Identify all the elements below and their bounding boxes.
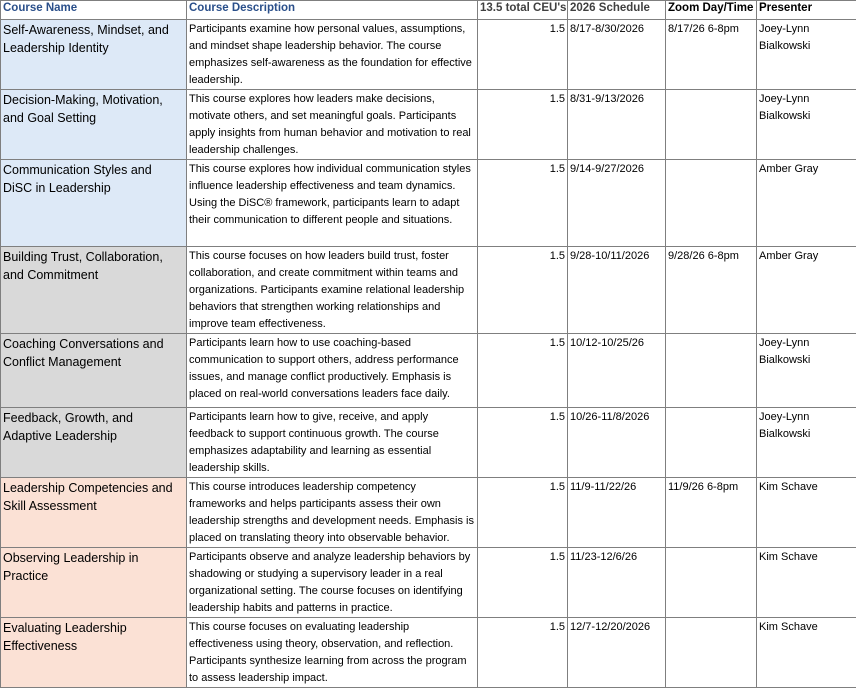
ceu-cell: 1.5 xyxy=(478,408,568,478)
table-row xyxy=(1,548,856,618)
ceu-cell: 1.5 xyxy=(478,618,568,688)
course-description-cell: This course focuses on how leaders build trust, foster collaboration, and create commitment within teams and organizations. Participants examine relational leadership behaviors that strengthen working relationships and improve team effectiveness. xyxy=(187,247,478,334)
course-description-cell: Participants examine how personal values, assumptions, and mindset shape leadership behavior. The course emphasizes self-awareness as the foundation for effective leadership. xyxy=(187,20,478,90)
course-name-cell: Observing Leadership in Practice xyxy=(1,548,187,618)
table-row xyxy=(1,90,856,160)
ceu-cell: 1.5 xyxy=(478,548,568,618)
table-row xyxy=(1,478,856,548)
zoom-cell xyxy=(666,334,757,408)
ceu-cell: 1.5 xyxy=(478,247,568,334)
table-row xyxy=(1,20,856,90)
course-description-cell: This course focuses on evaluating leadership effectiveness using theory, observation, and reflection. Participants synthesize learning from across the program to assess leadership impact. xyxy=(187,618,478,688)
course-description-cell: Participants learn how to use coaching-based communication to support others, address performance issues, and manage conflict productively. Emphasis is placed on real-world conversations leaders face daily. xyxy=(187,334,478,408)
zoom-cell xyxy=(666,160,757,247)
course-description-cell: This course introduces leadership competency frameworks and helps participants assess their own leadership strengths and development needs. Emphasis is placed on translating theory into observable behavior. xyxy=(187,478,478,548)
table-row xyxy=(1,618,856,688)
ceu-cell: 1.5 xyxy=(478,160,568,247)
schedule-cell: 8/17-8/30/2026 xyxy=(568,20,666,90)
course-description-cell: This course explores how leaders make decisions, motivate others, and set meaningful goals. Participants apply insights from human behavior and motivation to real leadership challenges. xyxy=(187,90,478,160)
presenter-cell: Amber Gray xyxy=(757,160,856,247)
zoom-cell xyxy=(666,90,757,160)
ceu-cell: 1.5 xyxy=(478,90,568,160)
course-name-cell: Building Trust, Collaboration, and Commitment xyxy=(1,247,187,334)
schedule-cell: 11/9-11/22/26 xyxy=(568,478,666,548)
header-presenter: Presenter xyxy=(757,1,856,20)
zoom-cell xyxy=(666,618,757,688)
ceu-cell: 1.5 xyxy=(478,334,568,408)
presenter-cell: Kim Schave xyxy=(757,478,856,548)
presenter-cell: Joey-Lynn Bialkowski xyxy=(757,90,856,160)
course-description-cell: Participants learn how to give, receive, and apply feedback to support continuous growth. The course emphasizes adaptability and learning as essential leadership skills. xyxy=(187,408,478,478)
course-name-cell: Self-Awareness, Mindset, and Leadership Identity xyxy=(1,20,187,90)
presenter-cell: Joey-Lynn Bialkowski xyxy=(757,334,856,408)
zoom-cell: 11/9/26 6-8pm xyxy=(666,478,757,548)
table-row xyxy=(1,160,856,247)
course-name-cell: Feedback, Growth, and Adaptive Leadership xyxy=(1,408,187,478)
course-name-cell: Coaching Conversations and Conflict Management xyxy=(1,334,187,408)
zoom-cell: 9/28/26 6-8pm xyxy=(666,247,757,334)
course-name-cell: Evaluating Leadership Effectiveness xyxy=(1,618,187,688)
schedule-cell: 9/28-10/11/2026 xyxy=(568,247,666,334)
course-name-cell: Decision-Making, Motivation, and Goal Setting xyxy=(1,90,187,160)
course-name-cell: Leadership Competencies and Skill Assessment xyxy=(1,478,187,548)
schedule-cell: 9/14-9/27/2026 xyxy=(568,160,666,247)
ceu-cell: 1.5 xyxy=(478,20,568,90)
table-row xyxy=(1,408,856,478)
zoom-cell: 8/17/26 6-8pm xyxy=(666,20,757,90)
presenter-cell: Kim Schave xyxy=(757,548,856,618)
schedule-cell: 10/26-11/8/2026 xyxy=(568,408,666,478)
header-ceu: 13.5 total CEU's xyxy=(478,1,568,20)
header-row xyxy=(1,1,856,20)
zoom-cell xyxy=(666,408,757,478)
header-course-description: Course Description xyxy=(187,1,478,20)
presenter-cell: Amber Gray xyxy=(757,247,856,334)
course-description-cell: Participants observe and analyze leadership behaviors by shadowing or studying a supervisory leader in a real organizational setting. The course focuses on identifying leadership habits and patterns in practice. xyxy=(187,548,478,618)
presenter-cell: Kim Schave xyxy=(757,618,856,688)
schedule-cell: 8/31-9/13/2026 xyxy=(568,90,666,160)
course-name-cell: Communication Styles and DiSC in Leadership xyxy=(1,160,187,247)
zoom-cell xyxy=(666,548,757,618)
header-course-name: Course Name xyxy=(1,1,187,20)
header-schedule: 2026 Schedule xyxy=(568,1,666,20)
table-row xyxy=(1,334,856,408)
schedule-cell: 12/7-12/20/2026 xyxy=(568,618,666,688)
table-row xyxy=(1,247,856,334)
schedule-cell: 11/23-12/6/26 xyxy=(568,548,666,618)
schedule-cell: 10/12-10/25/26 xyxy=(568,334,666,408)
course-description-cell: This course explores how individual communication styles influence leadership effectiveness and team dynamics. Using the DiSC® framework, participants learn to adapt their communication to different people and situations. xyxy=(187,160,478,247)
presenter-cell: Joey-Lynn Bialkowski xyxy=(757,20,856,90)
header-zoom: Zoom Day/Time xyxy=(666,1,757,20)
ceu-cell: 1.5 xyxy=(478,478,568,548)
presenter-cell: Joey-Lynn Bialkowski xyxy=(757,408,856,478)
